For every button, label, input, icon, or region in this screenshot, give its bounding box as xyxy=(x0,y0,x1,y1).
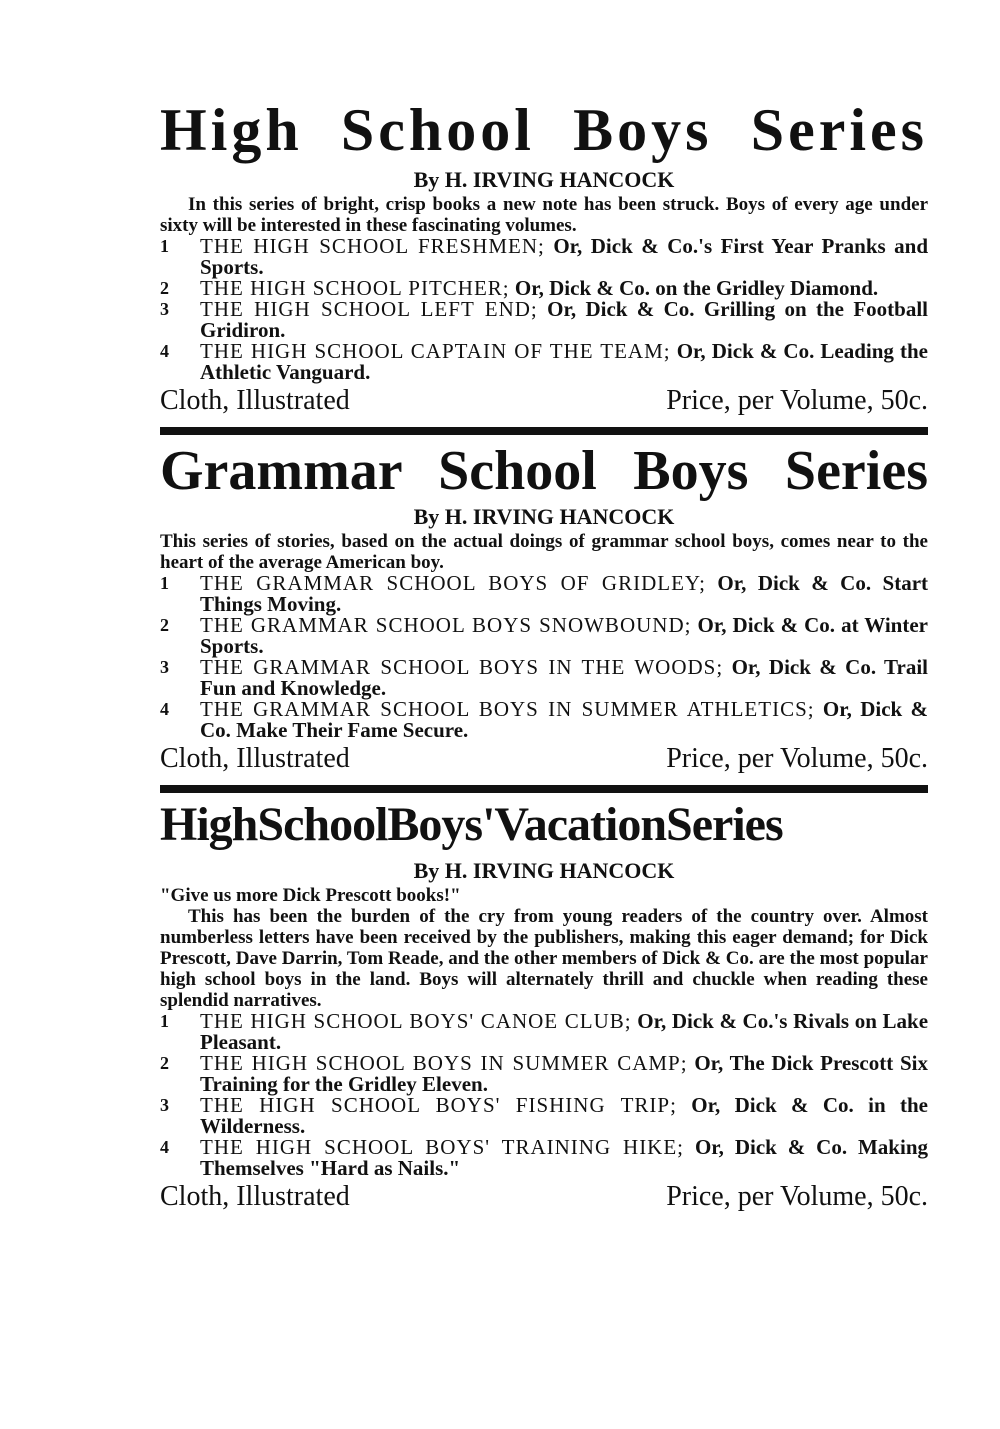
book-subtitle: Or, Dick & Co.'s Rivals on Lake Pleasant. xyxy=(200,1009,929,1054)
book-subtitle: Or, Dick & Co. Grilling on the Football Gridiron. xyxy=(200,297,928,342)
book-item xyxy=(160,615,928,657)
binding-label: Cloth, Illustrated xyxy=(160,1181,350,1212)
book-subtitle: Or, Dick & Co. Start Things Moving. xyxy=(200,571,929,616)
book-item xyxy=(160,299,928,341)
book-title: THE HIGH SCHOOL BOYS' FISHING TRIP; xyxy=(200,1093,677,1117)
series-footer xyxy=(160,743,928,775)
series-byline: By H. IRVING HANCOCK xyxy=(413,858,675,883)
series-title: HighSchoolBoys'VacationSeries xyxy=(160,798,783,851)
book-number: 4 xyxy=(160,1137,169,1157)
book-title: THE GRAMMAR SCHOOL BOYS SNOWBOUND; xyxy=(200,613,692,637)
series-footer xyxy=(160,385,928,417)
series-intro: This has been the burden of the cry from young readers of the country over. Almost numberless letters have been received by the publishers, making this eager demand; for Dick Prescott, Dave Darrin, Tom Reade, and the other members of Dick & Co. are the most popular high school boys in the land. Boys will alternately thrill and chuckle when reading these splendid narratives. xyxy=(160,906,928,1011)
book-item xyxy=(160,341,928,383)
book-list xyxy=(160,1011,928,1179)
series-byline: By H. IRVING HANCOCK xyxy=(413,167,675,192)
book-subtitle: Or, The Dick Prescott Six Training for the Gridley Eleven. xyxy=(200,1051,928,1096)
book-title: THE HIGH SCHOOL FRESHMEN; xyxy=(200,234,545,258)
catalog-page xyxy=(160,97,929,1213)
book-item xyxy=(160,278,928,299)
series-intro: In this series of bright, crisp books a new note has been struck. Boys of every age under sixty will be interested in these fascinating volumes. xyxy=(160,194,928,236)
book-number: 3 xyxy=(160,657,169,677)
book-number: 2 xyxy=(160,615,169,635)
section-divider xyxy=(160,427,928,435)
series-title: High School Boys Series xyxy=(160,97,928,163)
book-title: THE GRAMMAR SCHOOL BOYS IN THE WOODS; xyxy=(200,655,724,679)
book-title: THE HIGH SCHOOL BOYS' CANOE CLUB; xyxy=(200,1009,632,1033)
series-high-school-boys xyxy=(160,97,929,417)
book-number: 4 xyxy=(160,341,169,361)
price-label: Price, per Volume, 50c. xyxy=(666,1181,928,1212)
book-subtitle: Or, Dick & Co. on the Gridley Diamond. xyxy=(514,276,879,300)
book-subtitle: Or, Dick & Co.'s First Year Pranks and Sports. xyxy=(200,234,929,279)
series-vacation xyxy=(160,798,929,1213)
book-title: THE HIGH SCHOOL PITCHER; xyxy=(200,276,510,300)
book-item xyxy=(160,699,928,741)
book-number: 2 xyxy=(160,1053,169,1073)
book-title: THE GRAMMAR SCHOOL BOYS IN SUMMER ATHLETICS; xyxy=(200,697,815,721)
book-item xyxy=(160,1095,928,1137)
series-byline: By H. IRVING HANCOCK xyxy=(413,504,675,529)
book-title: THE HIGH SCHOOL BOYS IN SUMMER CAMP; xyxy=(200,1051,688,1075)
book-number: 3 xyxy=(160,1095,169,1115)
book-number: 1 xyxy=(160,1011,169,1031)
book-subtitle: Or, Dick & Co. Leading the Athletic Vanguard. xyxy=(200,339,928,384)
book-subtitle: Or, Dick & Co. Trail Fun and Knowledge. xyxy=(200,655,929,700)
binding-label: Cloth, Illustrated xyxy=(160,743,350,774)
series-grammar-school-boys xyxy=(160,440,929,775)
series-title: Grammar School Boys Series xyxy=(160,440,928,502)
book-item xyxy=(160,1053,928,1095)
book-list xyxy=(160,573,928,741)
series-footer xyxy=(160,1181,928,1213)
book-title: THE HIGH SCHOOL CAPTAIN OF THE TEAM; xyxy=(200,339,671,363)
book-subtitle: Or, Dick & Co. Making Themselves "Hard as Nails." xyxy=(200,1135,928,1180)
book-item xyxy=(160,1137,928,1179)
binding-label: Cloth, Illustrated xyxy=(160,385,350,416)
book-number: 4 xyxy=(160,699,169,719)
book-title: THE GRAMMAR SCHOOL BOYS OF GRIDLEY; xyxy=(200,571,706,595)
price-label: Price, per Volume, 50c. xyxy=(666,385,928,416)
price-label: Price, per Volume, 50c. xyxy=(666,743,928,774)
book-subtitle: Or, Dick & Co. Make Their Fame Secure. xyxy=(200,697,929,742)
book-title: THE HIGH SCHOOL BOYS' TRAINING HIKE; xyxy=(200,1135,685,1159)
book-item xyxy=(160,657,928,699)
book-item xyxy=(160,236,928,278)
book-item xyxy=(160,573,928,615)
book-list xyxy=(160,236,928,383)
series-intro: This series of stories, based on the actual doings of grammar school boys, comes near to the heart of the average American boy. xyxy=(160,531,928,573)
book-item xyxy=(160,1011,928,1053)
book-number: 1 xyxy=(160,573,169,593)
book-number: 3 xyxy=(160,299,169,319)
series-quote: "Give us more Dick Prescott books!" xyxy=(160,885,461,906)
book-number: 1 xyxy=(160,236,169,256)
book-subtitle: Or, Dick & Co. in the Wilderness. xyxy=(200,1093,928,1138)
book-number: 2 xyxy=(160,278,169,298)
book-title: THE HIGH SCHOOL LEFT END; xyxy=(200,297,538,321)
book-subtitle: Or, Dick & Co. at Winter Sports. xyxy=(200,613,928,658)
section-divider xyxy=(160,785,928,793)
